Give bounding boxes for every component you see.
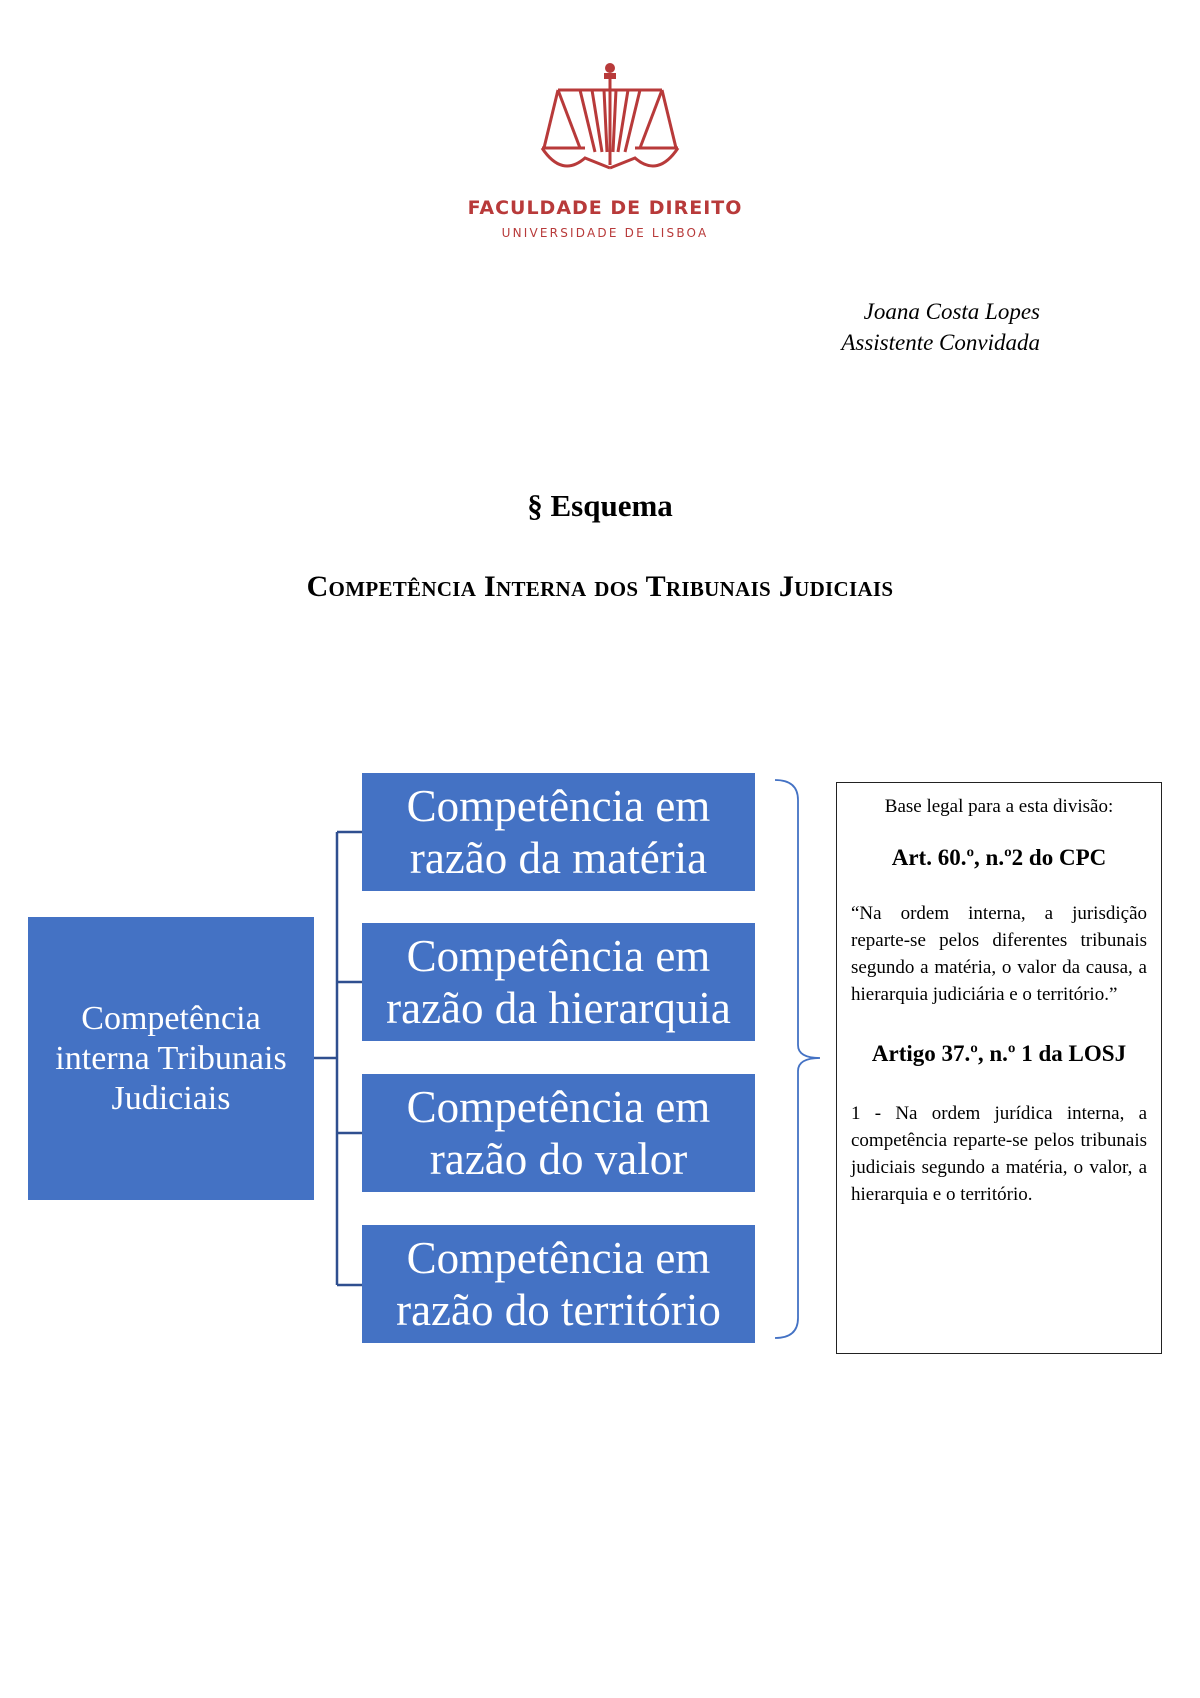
- root-node-label: Competência interna Tribunais Judiciais: [55, 999, 287, 1117]
- child-node-hierarquia: [362, 923, 755, 1041]
- legal-basis-box: [836, 782, 1162, 1354]
- author-block: [841, 296, 1040, 358]
- logo-title: FACULDADE DE DIREITO: [467, 197, 743, 219]
- legal-article-cpc: Art. 60.º, n.º2 do CPC: [891, 845, 1107, 870]
- legal-article-losj: Artigo 37.º, n.º 1 da LOSJ: [871, 1041, 1127, 1066]
- legal-quote-cpc: “Na ordem interna, a jurisdição reparte-se pelos diferentes tribunais segundo a matéria, o valor da causa, a hierarquia judiciária e o território.”: [851, 903, 1147, 1005]
- logo-subtitle: UNIVERSIDADE DE LISBOA: [501, 226, 709, 240]
- right-brace: [775, 780, 820, 1338]
- author-role: Assistente Convidada: [841, 330, 1040, 355]
- root-node: [28, 917, 314, 1200]
- child-node-label: Competência em razão da matéria: [406, 781, 711, 883]
- page-subheading: Competência Interna dos Tribunais Judiciais: [306, 570, 894, 603]
- legal-quote-losj: 1 - Na ordem jurídica interna, a competência reparte-se pelos tribunais judiciais segundo a matéria, o valor, a hierarquia e o território.: [851, 1103, 1147, 1205]
- faculty-logo-icon: [540, 60, 680, 185]
- child-node-label: Competência em razão do valor: [406, 1082, 711, 1184]
- child-node-territorio: [362, 1225, 755, 1343]
- child-node-valor: [362, 1074, 755, 1192]
- legal-intro: Base legal para a esta divisão:: [884, 796, 1114, 817]
- child-node-label: Competência em razão do território: [396, 1233, 721, 1335]
- page-heading: § Esquema: [527, 488, 673, 523]
- child-node-label: Competência em razão da hierarquia: [386, 931, 731, 1033]
- author-name: Joana Costa Lopes: [863, 299, 1040, 324]
- child-node-materia: [362, 773, 755, 891]
